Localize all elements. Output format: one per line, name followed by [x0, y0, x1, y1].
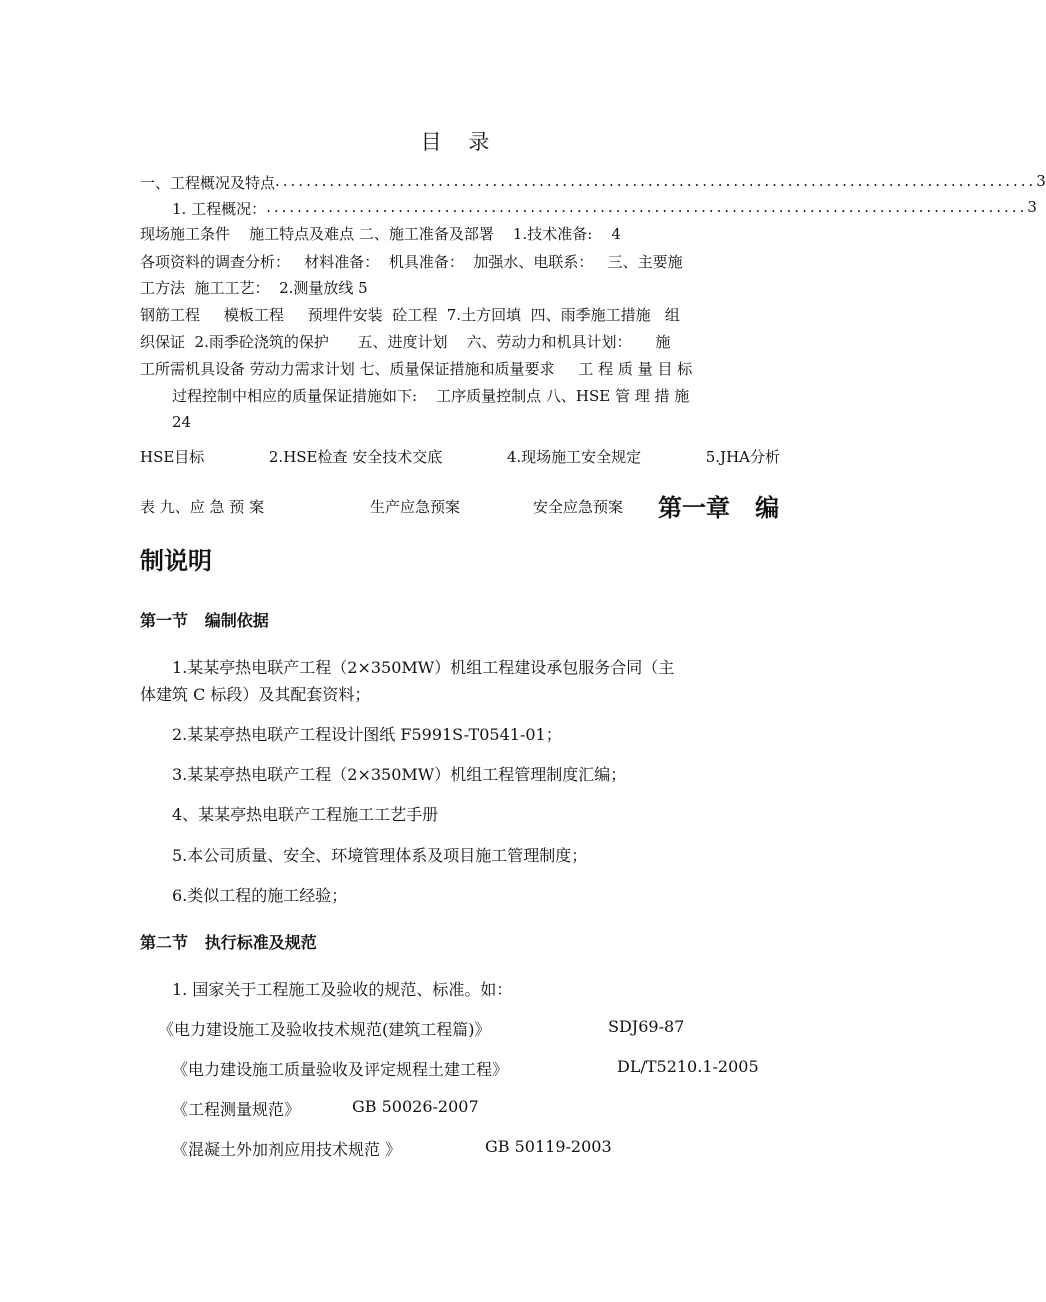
section-heading: 第一节 编制依据 — [140, 611, 269, 630]
standard-code: GB 50119-2003 — [485, 1137, 612, 1156]
toc-leader-dots: .................................................................................................. — [266, 198, 1028, 216]
toc-line: 现场施工条件 施工特点及难点 二、施工准备及部署 1.技术准备: 4 — [140, 225, 621, 243]
toc-line: 24 — [172, 413, 192, 431]
toc-line-emergency — [140, 496, 264, 517]
toc-line: 各项资料的调查分析： 材料准备： 机具准备： 加强水、电联系： 三、主要施 — [140, 253, 683, 271]
toc-entry-2 — [172, 198, 1037, 219]
toc-item: 2.HSE检查 安全技术交底 — [268, 448, 443, 466]
standard-code: SDJ69-87 — [608, 1017, 685, 1036]
basis-item-2: 2.某某亭热电联产工程设计图纸 F5991S-T0541-01； — [172, 725, 562, 744]
toc-line: 织保证 2.雨季砼浇筑的保护 五、进度计划 六、劳动力和机具计划： 施 — [140, 333, 671, 351]
toc-item: 5.JHA分析 — [705, 448, 780, 466]
toc-line: 钢筋工程 模板工程 预埋件安装 砼工程 7.土方回填 四、雨季施工措施 组 — [140, 306, 680, 324]
basis-item-5: 5.本公司质量、安全、环境管理体系及项目施工管理制度； — [172, 846, 588, 865]
toc-item: 生产应急预案 — [370, 498, 461, 516]
toc-entry-page: 3 — [1036, 172, 1046, 190]
section-heading: 第二节 执行标准及规范 — [140, 933, 317, 952]
toc-entry-page: 3 — [1027, 198, 1037, 216]
toc-title: 目 录 — [420, 130, 500, 154]
chapter-heading-part2: 制说明 — [140, 547, 212, 575]
standard-code: GB 50026-2007 — [352, 1097, 479, 1116]
toc-line: 工所需机具设备 劳动力需求计划 七、质量保证措施和质量要求 工 程 质 量 目 标 — [140, 360, 693, 378]
standard-code: DL/T5210.1-2005 — [617, 1057, 759, 1076]
toc-line: 过程控制中相应的质量保证措施如下: 工序质量控制点 八、HSE 管 理 措 施 — [172, 387, 690, 405]
basis-item-3: 3.某某亭热电联产工程（2×350MW）机组工程管理制度汇编； — [172, 765, 627, 784]
standards-intro: 1. 国家关于工程施工及验收的规范、标准。如： — [172, 980, 513, 999]
toc-entry-1 — [140, 172, 1046, 193]
toc-leader-dots: .................................................................................................. — [275, 172, 1037, 190]
basis-item-6: 6.类似工程的施工经验； — [172, 886, 348, 905]
toc-line: 工方法 施工工艺： 2.测量放线 5 — [140, 279, 368, 297]
standard-name: 《混凝土外加剂应用技术规范 》 — [172, 1140, 402, 1159]
toc-item: 4.现场施工安全规定 — [506, 448, 642, 466]
standard-name: 《电力建设施工质量验收及评定规程土建工程》 — [172, 1060, 509, 1079]
toc-entry-text: 1. 工程概况： — [172, 200, 267, 218]
toc-entry-text: 一、工程概况及特点 — [140, 174, 276, 192]
standard-name: 《工程测量规范》 — [172, 1100, 301, 1119]
standard-name: 《电力建设施工及验收技术规范(建筑工程篇)》 — [158, 1020, 491, 1039]
basis-item-1-cont: 体建筑 C 标段）及其配套资料； — [140, 685, 371, 704]
toc-line-hse — [140, 446, 780, 467]
basis-item-4: 4、某某亭热电联产工程施工工艺手册 — [172, 805, 439, 824]
toc-item: 安全应急预案 — [533, 498, 624, 516]
toc-item: 表 九、应 急 预 案 — [140, 498, 265, 516]
basis-item-1: 1.某某亭热电联产工程（2×350MW）机组工程建设承包服务合同（主 — [172, 658, 675, 677]
toc-item: HSE目标 — [140, 448, 205, 466]
chapter-heading-part1: 第一章 编 — [658, 494, 780, 522]
